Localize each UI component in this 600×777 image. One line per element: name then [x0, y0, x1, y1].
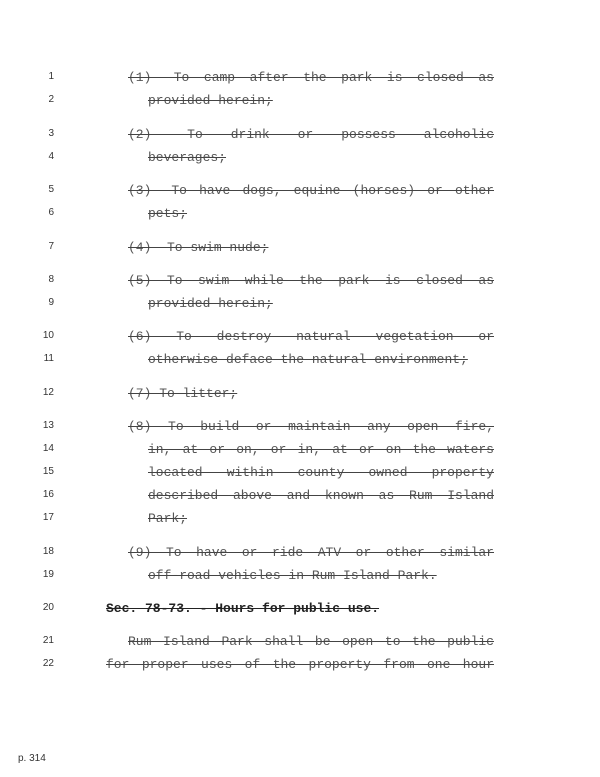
line-number: 2 — [48, 94, 54, 105]
page-number: p. 314 — [18, 753, 46, 764]
document-line — [0, 149, 600, 167]
line-number: 10 — [42, 330, 54, 341]
section-heading: Sec. 78-73. - Hours for public use. — [106, 601, 380, 616]
line-number: 16 — [42, 489, 54, 500]
line-number: 1 — [48, 71, 54, 82]
document-line — [0, 600, 600, 618]
line-number: 5 — [48, 184, 54, 195]
document-line — [0, 567, 600, 585]
line-number: 7 — [48, 241, 54, 252]
line-text: (3) —To have dogs, equine (horses) or other — [128, 183, 494, 198]
line-text: for proper uses of the property from one hour — [106, 657, 494, 672]
line-text: off-road vehicles in Rum Island Park. — [148, 568, 437, 583]
line-number: 3 — [48, 128, 54, 139]
line-text: Rum Island Park shall be open to the public — [128, 634, 494, 649]
document-line — [0, 328, 600, 346]
document-line — [0, 418, 600, 436]
document-line — [0, 69, 600, 87]
document-line — [0, 633, 600, 651]
line-text: (8) To build or maintain any open fire, — [128, 419, 494, 434]
line-text: provided herein; — [148, 296, 273, 311]
line-number: 9 — [48, 297, 54, 308]
document-line — [0, 205, 600, 223]
line-number: 20 — [42, 602, 54, 613]
document-line — [0, 441, 600, 459]
line-text: pets; — [148, 206, 188, 221]
line-text: (4) —To swim nude; — [128, 240, 269, 255]
line-text: beverages; — [148, 150, 227, 165]
document-line — [0, 656, 600, 674]
line-number: 14 — [42, 443, 54, 454]
line-number: 18 — [42, 546, 54, 557]
line-number: 15 — [42, 466, 54, 477]
line-text: (2) —To drink or possess alcoholic — [128, 127, 494, 142]
document-line — [0, 351, 600, 369]
line-text: provided herein; — [148, 93, 273, 108]
line-text: in, at or on, or in, at or on the waters — [148, 442, 494, 457]
line-number: 8 — [48, 274, 54, 285]
line-text: otherwise deface the natural environment; — [148, 352, 468, 367]
document-line — [0, 272, 600, 290]
document-line — [0, 385, 600, 403]
line-text: (5) To swim while the park is closed as — [128, 273, 494, 288]
document-line — [0, 544, 600, 562]
document-line — [0, 510, 600, 528]
document-line — [0, 487, 600, 505]
document-line — [0, 92, 600, 110]
line-text: described above and known as Rum Island — [148, 488, 494, 503]
document-line — [0, 182, 600, 200]
line-text: located within county owned property — [148, 465, 494, 480]
line-number: 22 — [42, 658, 54, 669]
document-line — [0, 126, 600, 144]
line-text: (1) —To camp after the park is closed as — [128, 70, 494, 85]
line-number: 11 — [43, 353, 54, 364]
line-number: 13 — [42, 420, 54, 431]
document-line — [0, 295, 600, 313]
line-number: 6 — [48, 207, 54, 218]
line-text: Park; — [148, 511, 188, 526]
line-number: 4 — [48, 151, 54, 162]
document-line — [0, 464, 600, 482]
line-text: (6) To destroy natural vegetation or — [128, 329, 494, 344]
line-text: (7) To litter; — [128, 386, 238, 401]
line-number: 21 — [42, 635, 54, 646]
document-line — [0, 239, 600, 257]
line-number: 12 — [42, 387, 54, 398]
line-number: 17 — [42, 512, 54, 523]
line-text: (9) To have or ride ATV or other similar — [128, 545, 494, 560]
line-number: 19 — [42, 569, 54, 580]
